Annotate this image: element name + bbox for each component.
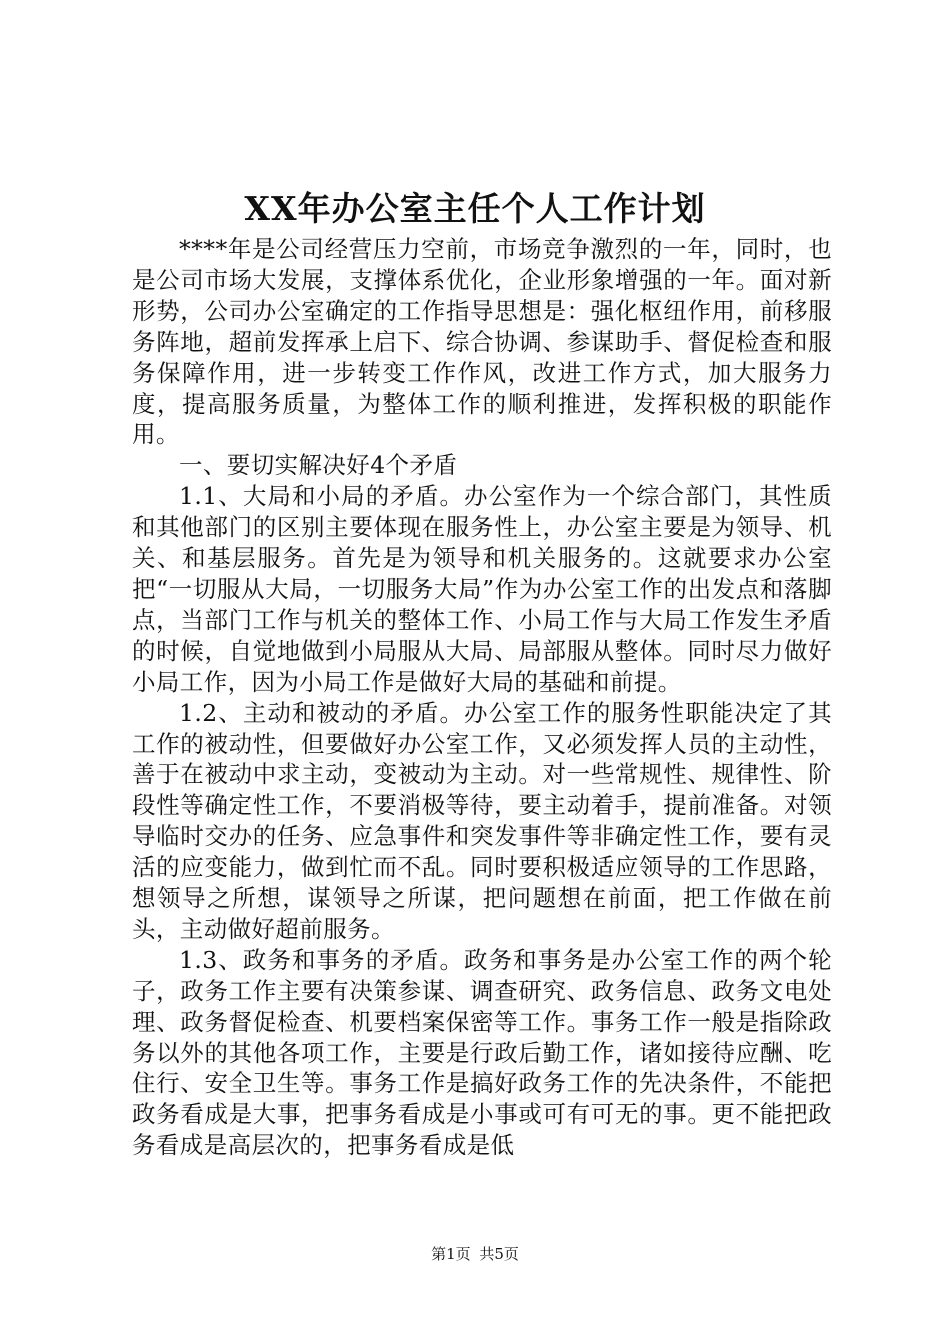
document-body [132, 234, 832, 1161]
paragraph-1-1: 1.1、大局和小局的矛盾。办公室作为一个综合部门，其性质和其他部门的区别主要体现在服务性上，办公室主要是为领导、机关、和基层服务。首先是为领导和机关服务的。这就要求办公室把“一切服从大局，一切服务大局”作为办公室工作的出发点和落脚点，当部门工作与机关的整体工作、小局工作与大局工作发生矛盾的时候，自觉地做到小局服从大局、局部服从整体。同时尽力做好小局工作，因为小局工作是做好大局的基础和前提。 [132, 482, 832, 696]
document-title: XX年办公室主任个人工作计划 [244, 189, 706, 228]
paragraph-1-2: 1.2、主动和被动的矛盾。办公室工作的服务性职能决定了其工作的被动性，但要做好办公室工作，又必须发挥人员的主动性，善于在被动中求主动，变被动为主动。对一些常规性、规律性、阶段性等确定性工作，不要消极等待，要主动着手，提前准备。对领导临时交办的任务、应急事件和突发事件等非确定性工作，要有灵活的应变能力，做到忙而不乱。同时要积极适应领导的工作思路，想领导之所想，谋领导之所谋，把问题想在前面，把工作做在前头，主动做好超前服务。 [132, 698, 832, 943]
paragraph-1-3: 1.3、政务和事务的矛盾。政务和事务是办公室工作的两个轮子，政务工作主要有决策参谋、调查研究、政务信息、政务文电处理、政务督促检查、机要档案保密等工作。事务工作一般是指除政务以外的其他各项工作，主要是行政后勤工作，诸如接待应酬、吃住行、安全卫生等。事务工作是搞好政务工作的先决条件，不能把政务看成是大事，把事务看成是小事或可有可无的事。更不能把政务看成是高层次的，把事务看成是低 [132, 945, 832, 1160]
paragraph-intro: ****年是公司经营压力空前，市场竞争激烈的一年，同时，也是公司市场大发展，支撑体系优化，企业形象增强的一年。面对新形势，公司办公室确定的工作指导思想是：强化枢纽作用，前移服务阵地，超前发挥承上启下、综合协调、参谋助手、督促检查和服务保障作用，进一步转变工作作风，改进工作方式，加大服务力度，提高服务质量，为整体工作的顺利推进，发挥积极的职能作用。 [132, 235, 832, 449]
section-heading: 一、要切实解决好4个矛盾 [179, 451, 458, 480]
page-footer: 第1页 共5页 [431, 1245, 519, 1263]
